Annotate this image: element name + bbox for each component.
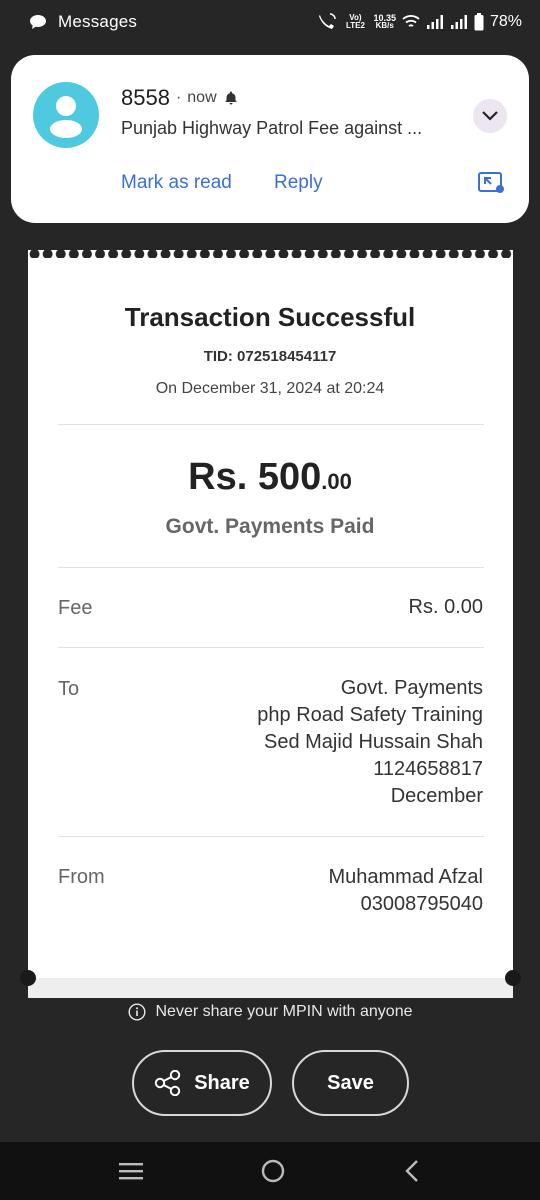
from-line: Muhammad Afzal: [328, 866, 483, 888]
divider: [58, 567, 484, 568]
to-value: [257, 675, 483, 810]
amount-minor: .00: [321, 469, 352, 494]
message-notification[interactable]: [11, 55, 529, 223]
battery-percentage: 78%: [489, 13, 522, 30]
share-icon: [154, 1070, 182, 1096]
to-line: Sed Majid Hussain Shah: [263, 731, 483, 753]
reply-button[interactable]: Reply: [274, 172, 323, 193]
share-button[interactable]: [132, 1050, 272, 1116]
person-icon: [33, 82, 99, 148]
expand-button[interactable]: [473, 99, 507, 133]
network-speed: 10.35 KB/s: [373, 13, 396, 30]
mpin-warning-text: Never share your MPIN with anyone: [155, 1003, 413, 1020]
signal-icon-2: [450, 14, 468, 30]
from-line: 03008795040: [360, 893, 483, 915]
wifi-calling-icon: [317, 13, 337, 31]
transaction-datetime: On December 31, 2024 at 20:24: [155, 380, 385, 397]
status-app-name: Messages: [58, 12, 138, 31]
receipt-notch-right: [505, 970, 521, 986]
from-label: From: [58, 866, 105, 888]
mpin-warning: [0, 1003, 540, 1021]
transaction-amount: [0, 456, 540, 499]
messages-icon: [28, 12, 48, 32]
divider: [58, 836, 484, 837]
recent-apps-icon[interactable]: [118, 1161, 144, 1181]
amount-caption: Govt. Payments Paid: [165, 515, 375, 538]
transaction-id: TID: 072518454117: [203, 348, 337, 365]
bell-icon: [223, 90, 239, 106]
to-label: To: [58, 678, 80, 700]
volte-indicator: Vo) LTE2: [345, 13, 365, 30]
receipt-notch-left: [20, 970, 36, 986]
divider: [58, 647, 484, 648]
share-label: Share: [194, 1071, 250, 1094]
fee-value: Rs. 0.00: [408, 596, 483, 618]
transaction-title: Transaction Successful: [124, 302, 416, 332]
system-nav-bar: [0, 1142, 540, 1200]
receipt-footer-band: [28, 978, 513, 998]
from-value: [328, 864, 483, 918]
picture-in-picture-icon[interactable]: [477, 171, 505, 195]
notification-time: now: [187, 89, 217, 106]
mark-as-read-button[interactable]: Mark as read: [121, 172, 232, 193]
chevron-down-icon: [481, 110, 499, 122]
to-line: php Road Safety Training: [257, 704, 483, 726]
notification-header: [121, 85, 239, 111]
status-bar: [0, 0, 540, 44]
battery-icon: [474, 13, 484, 31]
back-icon[interactable]: [402, 1159, 422, 1183]
divider: [58, 424, 484, 425]
save-button[interactable]: Save: [292, 1050, 409, 1116]
to-line: 1124658817: [373, 758, 483, 780]
notification-preview: Punjab Highway Patrol Fee against ...: [121, 118, 423, 138]
notification-time-dot: ·: [175, 89, 182, 106]
home-icon[interactable]: [260, 1158, 286, 1184]
avatar: [33, 82, 99, 148]
signal-icon: [426, 14, 444, 30]
to-line: Govt. Payments: [340, 677, 483, 699]
fee-label: Fee: [58, 597, 93, 619]
amount-major: Rs. 500: [188, 456, 322, 498]
notification-sender: 8558: [121, 85, 170, 110]
wifi-icon: [402, 14, 420, 30]
to-line: December: [390, 785, 483, 807]
info-icon: [128, 1003, 146, 1021]
